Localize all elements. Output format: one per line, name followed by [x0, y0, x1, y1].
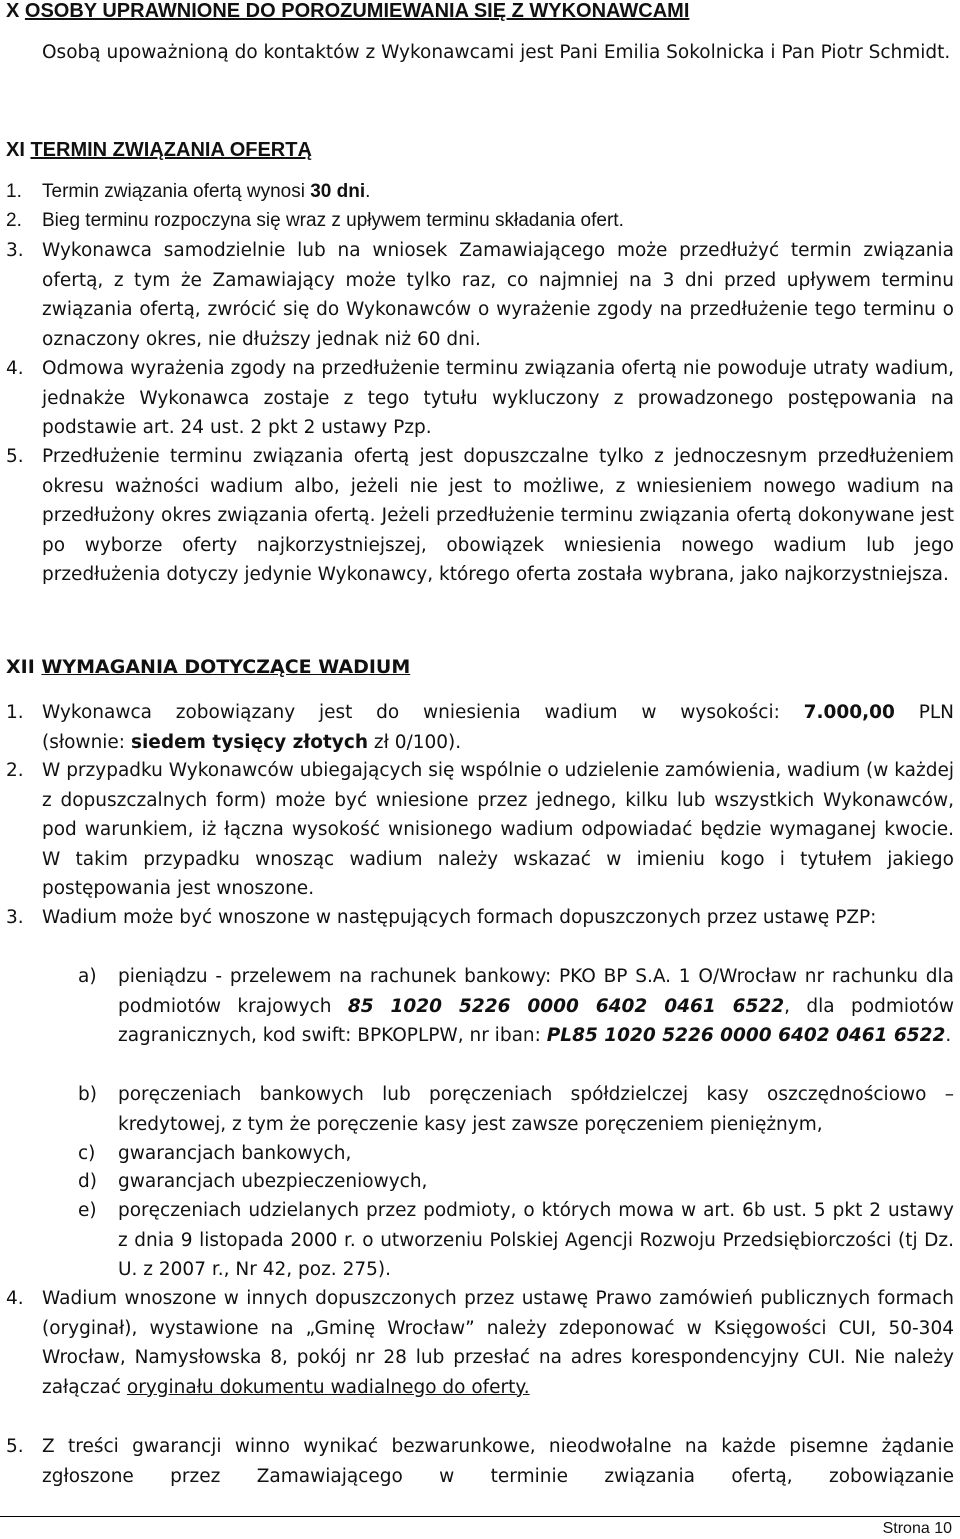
wadium-form-d — [78, 1167, 954, 1197]
subitem-text-2: , dla podmiotów zagranicznych, kod swift: BPKOPLPW, nr iban: — [118, 995, 954, 1046]
section-xi-item-1 — [6, 177, 954, 207]
item-text: Bieg terminu rozpoczyna się wraz z upływem terminu składania ofert. — [42, 210, 624, 231]
subitem-letter: c) — [78, 1143, 96, 1164]
section-xii-number: XII — [6, 656, 35, 678]
subitem-text: poręczeniach udzielanych przez podmioty, o których mowa w art. 6b ust. 5 pkt 2 ustawy z dnia 9 listopada 2000 r. o utworzeniu Polskiej Agencji Rozwoju Przedsiębiorczości (tj Dz. U. z 2007 r., Nr 42, poz. 275). — [118, 1200, 954, 1280]
item-text: Przedłużenie terminu związania ofertą jest dopuszczalne tylko z jednoczesnym przedłużeniem okresu ważności wadium albo, jeżeli nie jest to możliwe, z wniesieniem nowego wadium na przedłużony okres związania ofertą. Jeżeli przedłużenie terminu związania ofertą dokonywane jest po wyborze oferty najkorzystniejszej, obowiązek wniesienia nowego wadium lub jego przedłużenia dotyczy jedynie Wykonawcy, którego oferta została wybrana, jako najkorzystniejsza. — [42, 446, 954, 585]
subitem-text: poręczeniach bankowych lub poręczeniach spółdzielczej kasy oszczędnościowo – kredytowej, z tym że poręczenie kasy jest zawsze poręczeniem pieniężnym, — [118, 1084, 954, 1135]
subitem-letter: d) — [78, 1171, 97, 1192]
section-xii-item-1 — [6, 698, 954, 757]
item-number: 4. — [6, 1288, 24, 1309]
wadium-form-b — [78, 1080, 954, 1139]
section-xi-item-4 — [6, 354, 954, 443]
section-xii-item-2 — [6, 756, 954, 904]
subitem-letter: e) — [78, 1200, 97, 1221]
item-number: 1. — [6, 181, 22, 202]
wadium-form-c — [78, 1139, 954, 1169]
subitem-text: gwarancjach ubezpieczeniowych, — [118, 1171, 428, 1192]
words-suffix: zł 0/100). — [368, 731, 462, 753]
section-xii-title: WYMAGANIA DOTYCZĄCE WADIUM — [41, 656, 411, 678]
item-number: 5. — [6, 446, 24, 467]
section-xi-title: TERMIN ZWIĄZANIA OFERTĄ — [30, 139, 312, 161]
term-days: 30 dni — [310, 181, 366, 202]
subitem-text-end: . — [945, 1025, 952, 1046]
section-xii-item-3 — [6, 903, 954, 933]
section-xi-number: XI — [6, 139, 25, 161]
amount-in-words: siedem tysięcy złotych — [130, 731, 368, 753]
item-text: Wadium może być wnoszone w następujących formach dopuszczonych przez ustawę PZP: — [42, 907, 877, 928]
wadium-form-a — [78, 962, 954, 1051]
account-number-domestic: 85 1020 5226 0000 6402 0461 6522 — [347, 995, 785, 1017]
currency: PLN — [894, 702, 954, 723]
subitem-letter: a) — [78, 966, 97, 987]
item-text: Termin związania ofertą wynosi — [42, 181, 311, 202]
subitem-text: pieniądzu - przelewem na rachunek bankowy: PKO BP S.A. 1 O/Wrocław nr rachunku dla podmiotów krajowych — [118, 966, 954, 1017]
wadium-form-e — [78, 1196, 954, 1285]
item-text: W przypadku Wykonawców ubiegających się wspólnie o udzielenie zamówienia, wadium (w każdej z dopuszczalnych form) może być wniesione przez jednego, kilku lub wszystkich Wykonawców, pod warunkiem, iż łączna wysokość wnisionego wadium odpowiadać będzie wymaganej kwocie. W takim przypadku wnosząc wadium należy wskazać w imieniu kogo i tytułem jakiego postępowania jest wnoszone. — [42, 760, 954, 899]
subitem-text: gwarancjach bankowych, — [118, 1143, 352, 1164]
item-number: 4. — [6, 358, 24, 379]
item-text: Wykonawca zobowiązany jest do wniesienia wadium w wysokości: — [42, 702, 804, 723]
section-xi-item-3 — [6, 236, 954, 354]
item-text-underlined: oryginału dokumentu wadialnego do oferty. — [126, 1376, 530, 1398]
item-text: Z treści gwarancji winno wynikać bezwarunkowe, nieodwołalne na każde pisemne żądanie zgłoszone przez Zamawiającego w terminie związania ofertą, zobowiązanie — [42, 1436, 954, 1487]
section-xi-heading — [6, 139, 312, 162]
wadium-amount: 7.000,00 — [803, 702, 895, 723]
item-number: 2. — [6, 760, 24, 781]
section-x-number: X — [6, 0, 20, 22]
section-x-title: OSOBY UPRAWNIONE DO POROZUMIEWANIA SIĘ Z WYKONAWCAMI — [24, 0, 690, 22]
account-iban: PL85 1020 5226 0000 6402 0461 6522 — [546, 1025, 946, 1046]
item-number: 5. — [6, 1436, 24, 1457]
item-number: 3. — [6, 907, 24, 928]
section-x-heading — [6, 0, 689, 23]
item-text-end: . — [365, 181, 371, 202]
item-text: Odmowa wyrażenia zgody na przedłużenie terminu związania ofertą nie powoduje utraty wadium, jednakże Wykonawca zostaje z tego tytułu wykluczony z prowadzonego postępowania na podstawie art. 24 ust. 2 pkt 2 ustawy Pzp. — [42, 358, 954, 438]
section-xi-item-2 — [6, 206, 954, 236]
item-number: 3. — [6, 240, 24, 261]
item-text: Wadium wnoszone w innych dopuszczonych przez ustawę Prawo zamówień publicznych formach (oryginał), wystawione na „Gminę Wrocław” należy zdeponować w Księgowości CUI, 50-304 Wrocław, Namysłowska 8, pokój nr 28 lub przesłać na adres korespondencyjny CUI. Nie należy załączać — [42, 1288, 954, 1398]
section-xi-item-5 — [6, 442, 954, 590]
item-number: 1. — [6, 702, 24, 723]
item-number: 2. — [6, 210, 22, 231]
section-xii-item-4 — [6, 1284, 954, 1402]
footer-divider — [0, 1516, 960, 1517]
page-number: Strona 10 — [882, 1520, 952, 1537]
words-prefix: (słownie: — [42, 731, 131, 753]
section-x-body: Osobą upoważnioną do kontaktów z Wykonawcami jest Pani Emilia Sokolnicka i Pan Piotr Schmidt. — [42, 42, 951, 63]
section-xii-item-5 — [6, 1432, 954, 1491]
section-xii-heading — [6, 656, 410, 678]
subitem-letter: b) — [78, 1084, 97, 1105]
item-text: Wykonawca samodzielnie lub na wniosek Zamawiającego może przedłużyć termin związania ofertą, z tym że Zamawiający może tylko raz, co najmniej na 3 dni przed upływem terminu związania ofertą, zwrócić się do Wykonawców o wyrażenie zgody na przedłużenie tego terminu o oznaczony okres, nie dłuższy jednak niż 60 dni. — [42, 240, 954, 350]
